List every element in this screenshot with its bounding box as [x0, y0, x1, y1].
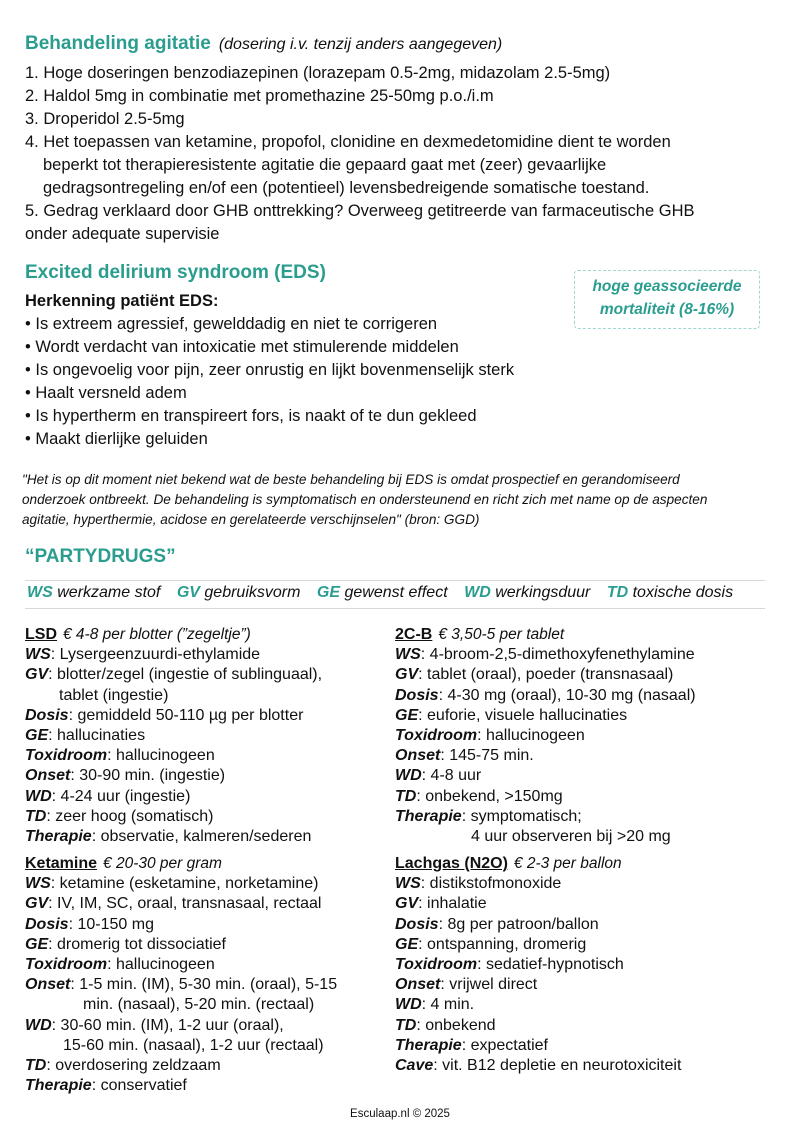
field-key: WS — [25, 646, 51, 664]
drug-price: € 2-3 per ballon — [513, 855, 622, 872]
field-key: Toxidroom — [25, 956, 108, 974]
field-key: GE — [395, 706, 419, 724]
drug-field — [395, 746, 775, 766]
field-value: : onbekend, >150mg — [416, 787, 563, 805]
field-value: : 10-150 mg — [68, 915, 154, 933]
field-value: : observatie, kalmeren/sederen — [91, 828, 312, 846]
field-value: : gemiddeld 50-110 µg per blotter — [68, 706, 304, 724]
field-value: : 4-24 uur (ingestie) — [51, 787, 191, 805]
field-value: : 30-90 min. (ingestie) — [70, 767, 226, 785]
list-item-continuation: onder adequate supervisie — [25, 225, 220, 243]
eds-heading — [25, 262, 326, 284]
field-key: Therapie — [25, 1077, 92, 1095]
drug-lines — [25, 645, 390, 847]
field-key: WD — [25, 1016, 52, 1034]
field-key: WS — [395, 875, 421, 893]
drug-field — [395, 955, 775, 975]
legend-item: WD werkingsduur — [464, 584, 591, 601]
agitation-subtitle: (dosering i.v. tenzij anders aangegeven) — [218, 36, 503, 53]
field-key: Toxidroom — [395, 956, 478, 974]
drug-card-ketamine — [25, 854, 390, 1096]
drug-field — [25, 915, 390, 935]
field-value: : inhalatie — [418, 895, 487, 913]
field-key: WD — [395, 767, 422, 785]
field-value: : 4 min. — [421, 996, 475, 1014]
drug-field — [25, 746, 390, 766]
drug-lines — [395, 874, 775, 1076]
partydrugs-title: “PARTYDRUGS” — [25, 546, 176, 567]
field-value: : conservatief — [91, 1077, 187, 1095]
partydrugs-heading — [25, 546, 176, 568]
bullet-item: • Is ongevoelig voor pijn, zeer onrustig en lijkt bovenmenselijk sterk — [25, 361, 515, 379]
field-key: Toxidroom — [25, 747, 108, 765]
drug-field — [25, 975, 390, 995]
field-key: Dosis — [25, 706, 69, 724]
field-key: WD — [395, 996, 422, 1014]
field-key: GE — [395, 935, 419, 953]
field-key: TD — [395, 787, 417, 805]
field-key: GE — [25, 727, 49, 745]
drug-lines — [395, 645, 775, 847]
drug-field — [395, 686, 775, 706]
field-value: : IV, IM, SC, oraal, transnasaal, rectaal — [48, 895, 322, 913]
drug-field — [25, 665, 390, 685]
field-value: : 1-5 min. (IM), 5-30 min. (oraal), 5-15 — [70, 976, 338, 994]
field-key: TD — [25, 1057, 47, 1075]
field-value: : tablet (oraal), poeder (transnasaal) — [418, 666, 674, 684]
field-key: Dosis — [395, 915, 439, 933]
field-key: GV — [25, 895, 49, 913]
field-value: : onbekend — [416, 1016, 496, 1034]
field-value: : overdosering zeldzaam — [46, 1057, 221, 1075]
drug-field — [25, 935, 390, 955]
drug-field — [395, 665, 775, 685]
field-value: : hallucinaties — [48, 727, 146, 745]
drug-field — [25, 766, 390, 786]
field-key: Therapie — [25, 828, 92, 846]
callout-line: mortaliteit (8-16%) — [599, 301, 735, 318]
field-value: : 4-8 uur — [421, 767, 482, 785]
field-value: tablet (ingestie) — [59, 686, 169, 704]
bullet-item: • Wordt verdacht van intoxicatie met stimulerende middelen — [25, 338, 459, 356]
drug-name: LSD — [25, 626, 57, 643]
drug-field — [25, 894, 390, 914]
drug-lines — [25, 874, 390, 1096]
field-value: : Lysergeenzuurdi-ethylamide — [50, 646, 261, 664]
legend-item: GE gewenst effect — [316, 584, 448, 601]
drug-field — [395, 726, 775, 746]
drug-field — [25, 645, 390, 665]
field-key: Onset — [25, 976, 71, 994]
drug-field — [395, 706, 775, 726]
field-value: : 4-broom-2,5-dimethoxyfenethylamine — [420, 646, 695, 664]
drug-field — [25, 955, 390, 975]
list-item: 4. Het toepassen van ketamine, propofol, clonidine en dexmedetomidine dient te worden — [25, 133, 671, 151]
field-key: GV — [395, 666, 419, 684]
eds-recognition — [25, 290, 585, 451]
field-value: : vit. B12 depletie en neurotoxiciteit — [433, 1057, 682, 1075]
field-value: : hallucinogeen — [107, 747, 215, 765]
list-item: 5. Gedrag verklaard door GHB onttrekking? Overweeg getitreerde van farmaceutische GHB — [25, 202, 695, 220]
drug-name: Ketamine — [25, 855, 98, 872]
drug-card-lsd — [25, 625, 390, 847]
field-value: 15-60 min. (nasaal), 1-2 uur (rectaal) — [63, 1036, 324, 1054]
agitation-title: Behandeling agitatie — [25, 33, 211, 54]
drug-name: 2C-B — [395, 626, 433, 643]
legend-item: WS werkzame stof — [27, 584, 161, 601]
drug-field — [25, 1036, 390, 1056]
drug-field — [25, 1076, 390, 1096]
bullet-item: • Is hypertherm en transpireert fors, is naakt of te dun gekleed — [25, 407, 477, 425]
field-key: Toxidroom — [395, 727, 478, 745]
drug-field — [25, 706, 390, 726]
field-key: Onset — [25, 767, 71, 785]
field-key: GE — [25, 935, 49, 953]
drug-field — [395, 645, 775, 665]
drug-field — [395, 995, 775, 1015]
drug-price: € 4-8 per blotter (”zegeltje”) — [63, 626, 251, 643]
list-item: 2. Haldol 5mg in combinatie met promethazine 25-50mg p.o./i.m — [25, 87, 494, 105]
field-value: min. (nasaal), 5-20 min. (rectaal) — [83, 996, 315, 1014]
abbreviation-legend — [27, 584, 733, 602]
field-value: : hallucinogeen — [107, 956, 215, 974]
bullet-item: • Haalt versneld adem — [25, 384, 187, 402]
field-key: GV — [395, 895, 419, 913]
drug-field — [395, 935, 775, 955]
drug-field — [395, 1056, 775, 1076]
drug-price: € 20-30 per gram — [103, 855, 222, 872]
drug-field — [395, 1036, 775, 1056]
drug-field — [395, 827, 775, 847]
field-key: Therapie — [395, 807, 462, 825]
drug-field — [395, 807, 775, 827]
drug-card-2cb — [395, 625, 775, 847]
quote-line: onderzoek ontbreekt. De behandeling is symptomatisch en ondersteunend en richt zich met name op de aspecten — [22, 492, 708, 507]
drug-field — [25, 1056, 390, 1076]
field-value: : blotter/zegel (ingestie of sublinguaal), — [48, 666, 323, 684]
drug-field — [395, 766, 775, 786]
field-key: Dosis — [395, 686, 439, 704]
drug-field — [25, 827, 390, 847]
field-value: : symptomatisch; — [461, 807, 582, 825]
field-key: WS — [395, 646, 421, 664]
quote-line: "Het is op dit moment niet bekend wat de beste behandeling bij EDS is omdat prospectief en gerandomiseerd — [22, 472, 680, 487]
drug-field — [395, 874, 775, 894]
field-key: WD — [25, 787, 52, 805]
drug-name: Lachgas (N2O) — [395, 855, 508, 872]
drug-field — [25, 1016, 390, 1036]
field-value: : hallucinogeen — [477, 727, 585, 745]
field-value: : 30-60 min. (IM), 1-2 uur (oraal), — [51, 1016, 284, 1034]
list-item: 1. Hoge doseringen benzodiazepinen (lorazepam 0.5-2mg, midazolam 2.5-5mg) — [25, 64, 611, 82]
field-key: Onset — [395, 976, 441, 994]
drug-field — [25, 787, 390, 807]
drug-field — [25, 807, 390, 827]
legend-item: TD toxische dosis — [606, 584, 734, 601]
drug-field — [395, 894, 775, 914]
drug-field — [395, 787, 775, 807]
recognition-title: Herkenning patiënt EDS: — [25, 292, 219, 310]
field-value: : 8g per patroon/ballon — [438, 915, 599, 933]
bullet-item: • Maakt dierlijke geluiden — [25, 430, 208, 448]
mortality-callout — [574, 270, 760, 329]
quote-line: agitatie, hyperthermie, acidose en gerelateerde verschijnselen" (bron: GGD) — [22, 512, 480, 527]
field-key: Therapie — [395, 1036, 462, 1054]
eds-title: Excited delirium syndroom (EDS) — [25, 262, 326, 283]
field-value: : 4-30 mg (oraal), 10-30 mg (nasaal) — [438, 686, 696, 704]
field-value: : vrijwel direct — [440, 976, 538, 994]
agitation-heading — [25, 33, 502, 56]
list-item-continuation: beperkt tot therapieresistente agitatie die gepaard gaat met (zeer) gevaarlijke — [43, 156, 607, 174]
field-value: : ketamine (esketamine, norketamine) — [50, 875, 319, 893]
field-value: : zeer hoog (somatisch) — [46, 807, 214, 825]
field-value: : expectatief — [461, 1036, 548, 1054]
drug-field — [25, 995, 390, 1015]
field-key: TD — [25, 807, 47, 825]
field-value: : ontspanning, dromerig — [418, 935, 587, 953]
drug-field — [395, 915, 775, 935]
field-value: : euforie, visuele hallucinaties — [418, 706, 628, 724]
eds-quote — [22, 470, 792, 530]
callout-line: hoge geassocieerde — [592, 278, 742, 295]
drug-field — [25, 726, 390, 746]
field-value: : dromerig tot dissociatief — [48, 935, 226, 953]
list-item-continuation: gedragsontregeling en/of een (potentieel) levensbedreigende somatische toestand. — [43, 179, 650, 197]
field-key: TD — [395, 1016, 417, 1034]
list-item: 3. Droperidol 2.5-5mg — [25, 110, 185, 128]
drug-card-lachgas — [395, 854, 775, 1076]
drug-field — [25, 686, 390, 706]
field-value: : 145-75 min. — [440, 747, 534, 765]
agitation-list — [25, 62, 785, 246]
field-value: : distikstofmonoxide — [420, 875, 562, 893]
field-key: Dosis — [25, 915, 69, 933]
divider — [25, 580, 765, 581]
divider — [25, 608, 765, 609]
field-key: Cave — [395, 1057, 434, 1075]
drug-field — [395, 975, 775, 995]
field-key: WS — [25, 875, 51, 893]
footer: Esculaap.nl © 2025 — [350, 1108, 450, 1120]
drug-field — [25, 874, 390, 894]
drug-field — [395, 1016, 775, 1036]
drug-price: € 3,50-5 per tablet — [438, 626, 565, 643]
field-value: 4 uur observeren bij >20 mg — [471, 828, 671, 846]
field-value: : sedatief-hypnotisch — [477, 956, 624, 974]
field-key: Onset — [395, 747, 441, 765]
field-key: GV — [25, 666, 49, 684]
legend-item: GV gebruiksvorm — [176, 584, 301, 601]
bullet-item: • Is extreem agressief, gewelddadig en niet te corrigeren — [25, 315, 438, 333]
